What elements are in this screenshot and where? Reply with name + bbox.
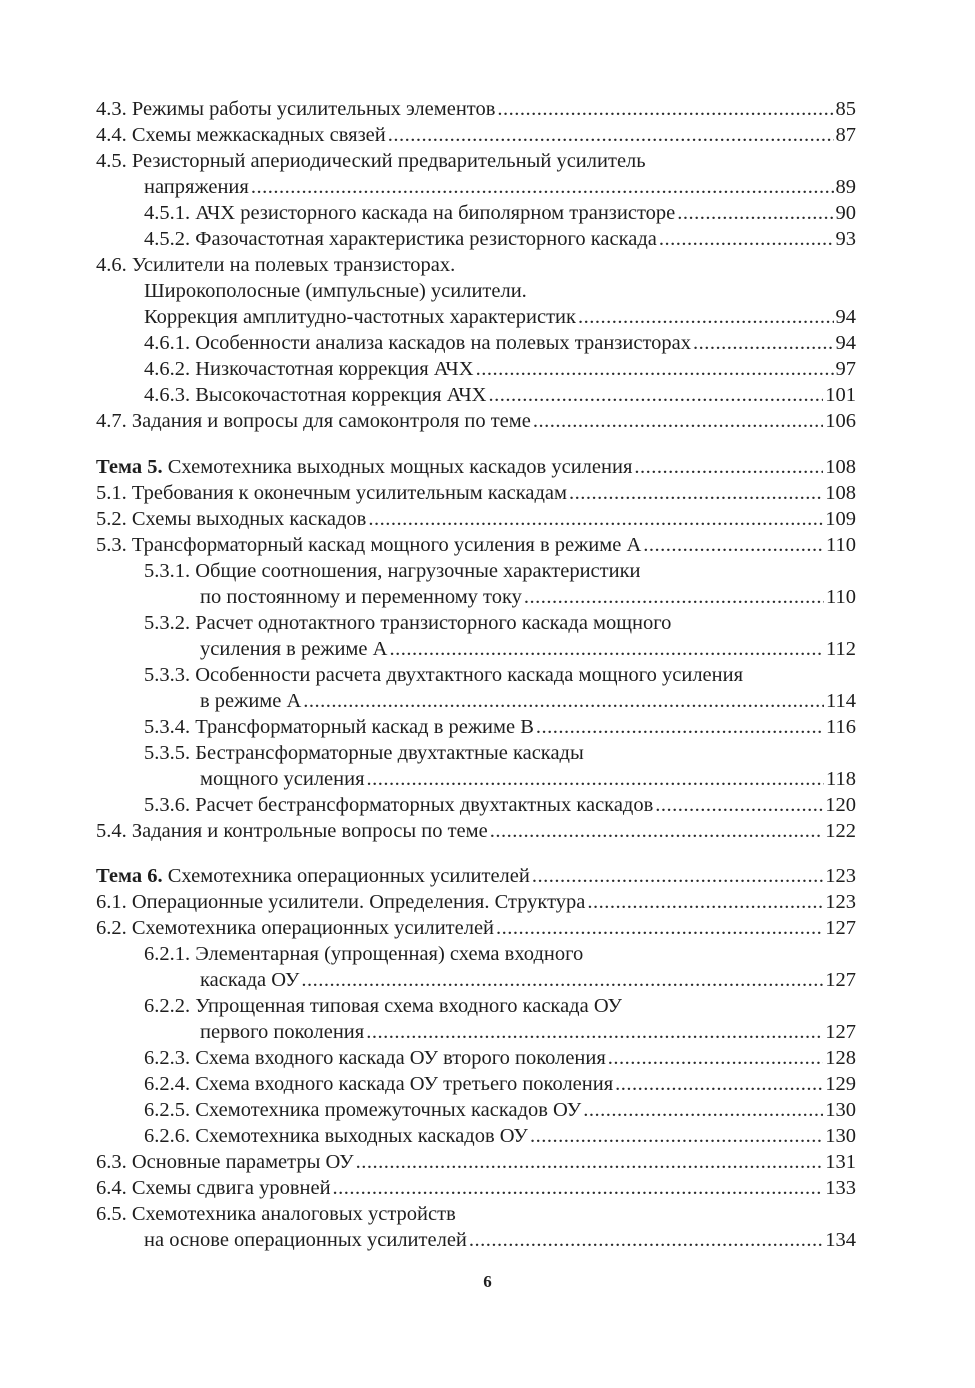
toc-entry-continuation: [96, 174, 856, 200]
entry-title: Высокочастотная коррекция АЧХ: [195, 384, 487, 406]
toc-entry: [96, 382, 856, 408]
toc-entry: [96, 96, 856, 122]
page-number: 6: [483, 1272, 492, 1291]
entry-title: Схема входного каскада ОУ второго поколения: [195, 1047, 606, 1069]
entry-title: Схема входного каскада ОУ третьего поколения: [195, 1073, 614, 1095]
toc-entry: [96, 1201, 856, 1227]
entry-title: Схемотехника выходных мощных каскадов усиления: [162, 455, 633, 478]
toc-entry-continuation: [96, 304, 856, 330]
entry-title-continued: на основе операционных усилителей: [144, 1229, 467, 1251]
entry-page: 94: [835, 306, 856, 328]
dot-leader: [634, 454, 823, 480]
entry-number: 5.3.3.: [144, 663, 191, 686]
entry-number: 5.3.: [96, 533, 127, 556]
dot-leader: [693, 330, 833, 356]
entry-title: Расчет бестрансформаторных двухтактных каскадов: [195, 793, 654, 816]
entry-number: 6.2.5.: [144, 1099, 191, 1121]
entry-number: 6.2.6.: [144, 1125, 191, 1147]
toc-entry-continuation: [96, 688, 856, 714]
entry-page: 114: [826, 689, 856, 712]
section-spacer: [96, 844, 856, 864]
toc-entry-continuation: [96, 584, 856, 610]
entry-title-continued: Коррекция амплитудно-частотных характеристик: [144, 306, 576, 328]
entry-number: 6.2.1.: [144, 943, 191, 965]
entry-number: 6.3.: [96, 1151, 127, 1173]
dot-leader: [251, 174, 834, 200]
dot-leader: [583, 1097, 823, 1123]
entry-page: 127: [825, 917, 856, 939]
entry-number: 4.6.3.: [144, 384, 191, 406]
dot-leader: [303, 688, 824, 714]
entry-page: 108: [825, 481, 856, 504]
dot-leader: [655, 792, 823, 818]
entry-title: Схемотехника аналоговых устройств: [131, 1203, 456, 1225]
entry-title-continued: мощного усиления: [200, 767, 365, 790]
entry-title: Элементарная (упрощенная) схема входного: [195, 943, 584, 965]
toc-entry: [96, 610, 856, 636]
table-of-contents: [96, 96, 856, 1253]
entry-page: 97: [835, 358, 856, 380]
entry-page: 129: [825, 1073, 856, 1095]
toc-entry: [96, 993, 856, 1019]
toc-entry: [96, 818, 856, 844]
entry-title-continued: в режиме А: [200, 689, 302, 712]
toc-entry: [96, 200, 856, 226]
entry-title: Задания и контрольные вопросы по теме: [131, 819, 488, 842]
dot-leader: [301, 967, 823, 993]
entry-title: Трансформаторный каскад в режиме В: [195, 715, 534, 738]
dot-leader: [677, 200, 833, 226]
entry-number: 4.6.1.: [144, 332, 191, 354]
entry-page: 108: [825, 455, 856, 478]
entry-title: Упрощенная типовая схема входного каскада ОУ: [195, 995, 622, 1017]
dot-leader: [476, 356, 834, 382]
entry-page: 87: [835, 124, 856, 146]
entry-page: 118: [826, 767, 856, 790]
entry-number: 4.4.: [96, 124, 127, 146]
entry-title: Усилители на полевых транзисторах.: [131, 254, 456, 276]
entry-number: 4.5.: [96, 150, 127, 172]
entry-page: 133: [825, 1177, 856, 1199]
entry-title: АЧХ резисторного каскада на биполярном транзисторе: [195, 202, 676, 224]
entry-page: 110: [826, 533, 856, 556]
section-spacer: [96, 434, 856, 454]
entry-page: 109: [825, 507, 856, 530]
entry-number: 6.1.: [96, 891, 127, 913]
entry-title: Фазочастотная характеристика резисторного каскада: [195, 228, 657, 250]
toc-entry: [96, 662, 856, 688]
entry-number: 5.3.4.: [144, 715, 191, 738]
dot-leader: [530, 1123, 823, 1149]
toc-entry: [96, 1097, 856, 1123]
dot-leader: [659, 226, 834, 252]
entry-page: 128: [825, 1047, 856, 1069]
dot-leader: [587, 889, 823, 915]
toc-entry: [96, 532, 856, 558]
toc-entry: [96, 1071, 856, 1097]
entry-number: 4.5.2.: [144, 228, 191, 250]
toc-entry: [96, 1123, 856, 1149]
dot-leader: [615, 1071, 823, 1097]
dot-leader: [356, 1149, 824, 1175]
entry-page: 85: [835, 98, 856, 120]
entry-number: 5.3.5.: [144, 741, 191, 764]
entry-title-continued: каскада ОУ: [200, 969, 300, 991]
toc-chapter-heading: [96, 454, 856, 480]
entry-title: Расчет однотактного транзисторного каскада мощного: [195, 611, 672, 634]
entry-page: 120: [825, 793, 856, 816]
toc-entry: [96, 941, 856, 967]
entry-page: 130: [825, 1125, 856, 1147]
entry-title: Особенности анализа каскадов на полевых транзисторах: [195, 332, 692, 354]
entry-title-continued: напряжения: [144, 176, 249, 198]
dot-leader: [533, 408, 823, 434]
toc-entry-continuation: [96, 278, 856, 304]
entry-title: Операционные усилители. Определения. Структура: [131, 891, 586, 913]
toc-entry: [96, 122, 856, 148]
entry-number: 4.7.: [96, 410, 127, 432]
entry-title: Схемотехника выходных каскадов ОУ: [195, 1125, 528, 1147]
toc-entry: [96, 226, 856, 252]
entry-number: 6.2.4.: [144, 1073, 191, 1095]
entry-title: Трансформаторный каскад мощного усиления в режиме А: [131, 533, 642, 556]
dot-leader: [368, 506, 823, 532]
entry-page: 127: [825, 1021, 856, 1043]
entry-page: 106: [825, 410, 856, 432]
entry-page: 127: [825, 969, 856, 991]
dot-leader: [497, 96, 833, 122]
entry-number: 4.5.1.: [144, 202, 191, 224]
entry-page: 101: [825, 384, 856, 406]
entry-title-continued: по постоянному и переменному току: [200, 585, 522, 608]
entry-number: 5.3.6.: [144, 793, 191, 816]
entry-page: 112: [826, 637, 856, 660]
toc-entry: [96, 714, 856, 740]
entry-number: 4.3.: [96, 98, 127, 120]
toc-entry: [96, 740, 856, 766]
chapter-label: Тема 5.: [96, 455, 163, 478]
entry-title: Схемы выходных каскадов: [131, 507, 367, 530]
entry-page: 90: [835, 202, 856, 224]
dot-leader: [524, 584, 824, 610]
toc-entry: [96, 792, 856, 818]
toc-entry: [96, 356, 856, 382]
toc-entry: [96, 889, 856, 915]
dot-leader: [536, 714, 824, 740]
dot-leader: [333, 1175, 824, 1201]
toc-entry: [96, 252, 856, 278]
toc-chapter-heading: [96, 863, 856, 889]
toc-entry: [96, 148, 856, 174]
toc-entry: [96, 480, 856, 506]
entry-title-continued: Широкополосные (импульсные) усилители.: [144, 280, 527, 302]
entry-title: Схемы сдвига уровней: [131, 1177, 331, 1199]
toc-entry-continuation: [96, 1019, 856, 1045]
entry-title: Общие соотношения, нагрузочные характеристики: [195, 559, 641, 582]
entry-title-continued: усиления в режиме А: [200, 637, 388, 660]
entry-title: Основные параметры ОУ: [131, 1151, 354, 1173]
dot-leader: [532, 863, 823, 889]
entry-title: Особенности расчета двухтактного каскада мощного усиления: [195, 663, 744, 686]
entry-number: 5.4.: [96, 819, 127, 842]
entry-page: 134: [825, 1229, 856, 1251]
toc-entry: [96, 1175, 856, 1201]
entry-page: 94: [835, 332, 856, 354]
entry-title: Бестрансформаторные двухтактные каскады: [195, 741, 584, 764]
toc-entry-continuation: [96, 967, 856, 993]
entry-number: 5.3.2.: [144, 611, 191, 634]
dot-leader: [389, 636, 824, 662]
dot-leader: [569, 480, 823, 506]
entry-number: 6.2.3.: [144, 1047, 191, 1069]
toc-entry: [96, 558, 856, 584]
entry-number: 6.5.: [96, 1203, 127, 1225]
dot-leader: [366, 1019, 823, 1045]
entry-page: 130: [825, 1099, 856, 1121]
entry-page: 116: [826, 715, 856, 738]
entry-page: 123: [825, 865, 856, 887]
entry-title: Схемотехника операционных усилителей: [162, 865, 530, 887]
entry-number: 6.2.2.: [144, 995, 191, 1017]
entry-title-continued: первого поколения: [200, 1021, 365, 1043]
dot-leader: [496, 915, 823, 941]
entry-title: Резисторный апериодический предварительный усилитель: [131, 150, 646, 172]
toc-entry: [96, 506, 856, 532]
entry-page: 93: [835, 228, 856, 250]
toc-entry: [96, 408, 856, 434]
entry-number: 6.4.: [96, 1177, 127, 1199]
entry-page: 131: [825, 1151, 856, 1173]
dot-leader: [608, 1045, 823, 1071]
entry-number: 6.2.: [96, 917, 127, 939]
entry-page: 123: [825, 891, 856, 913]
toc-entry: [96, 330, 856, 356]
entry-title: Низкочастотная коррекция АЧХ: [195, 358, 474, 380]
toc-entry: [96, 1149, 856, 1175]
dot-leader: [643, 532, 824, 558]
dot-leader: [490, 818, 824, 844]
entry-title: Схемотехника операционных усилителей: [131, 917, 495, 939]
entry-page: 110: [826, 585, 856, 608]
entry-title: Схемы межкаскадных связей: [131, 124, 386, 146]
toc-entry: [96, 915, 856, 941]
entry-number: 5.1.: [96, 481, 127, 504]
entry-number: 5.2.: [96, 507, 127, 530]
entry-number: 4.6.2.: [144, 358, 191, 380]
toc-entry-continuation: [96, 636, 856, 662]
dot-leader: [469, 1227, 823, 1253]
toc-entry-continuation: [96, 1227, 856, 1253]
entry-title: Требования к оконечным усилительным каскадам: [131, 481, 567, 504]
entry-title: Задания и вопросы для самоконтроля по теме: [131, 410, 531, 432]
entry-number: 5.3.1.: [144, 559, 191, 582]
entry-page: 89: [835, 176, 856, 198]
toc-entry: [96, 1045, 856, 1071]
entry-page: 122: [825, 819, 856, 842]
dot-leader: [388, 122, 834, 148]
dot-leader: [488, 382, 823, 408]
toc-entry-continuation: [96, 766, 856, 792]
entry-number: 4.6.: [96, 254, 127, 276]
entry-title: Схемотехника промежуточных каскадов ОУ: [195, 1099, 582, 1121]
dot-leader: [578, 304, 834, 330]
entry-title: Режимы работы усилительных элементов: [131, 98, 496, 120]
chapter-label: Тема 6.: [96, 865, 163, 887]
dot-leader: [367, 766, 824, 792]
